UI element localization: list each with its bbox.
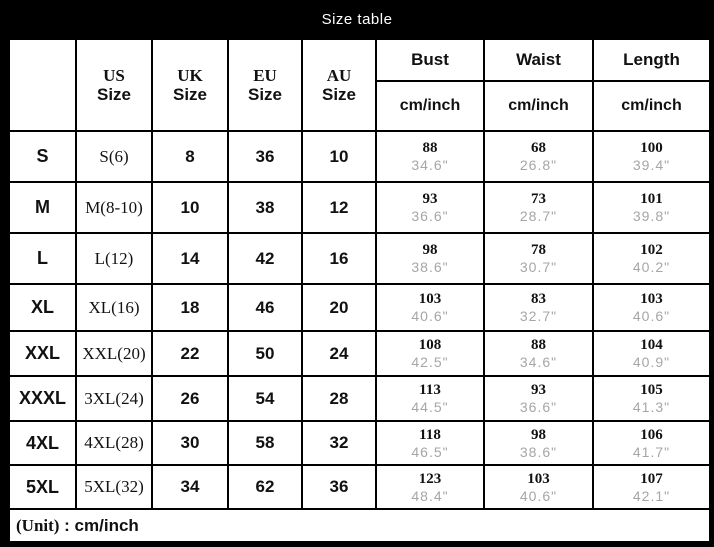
unit-note-value: : cm/inch xyxy=(59,515,139,535)
uk-size-header xyxy=(152,39,228,131)
au-size-header xyxy=(302,39,376,131)
eu-size-cell: 42 xyxy=(228,233,302,284)
waist-cm-value: 98 xyxy=(531,426,546,443)
bust-cm-value: 93 xyxy=(422,191,438,207)
bust-inch-value: 48.4" xyxy=(411,487,449,504)
length-cell xyxy=(593,421,710,465)
bust-inch-value: 42.5" xyxy=(411,354,449,370)
uk-region-label: UK xyxy=(177,65,203,85)
waist-cell xyxy=(484,421,593,465)
waist-cm-value: 73 xyxy=(531,191,546,207)
length-cell xyxy=(593,331,710,376)
length-inch-value: 40.2" xyxy=(632,259,671,275)
size-label-cell: XXXL xyxy=(9,376,76,421)
eu-size-cell: 54 xyxy=(228,376,302,421)
length-cm-value: 103 xyxy=(640,291,663,307)
eu-size-cell: 38 xyxy=(228,182,302,233)
au-size-word: Size xyxy=(321,84,357,104)
length-cm-value: 106 xyxy=(640,426,663,443)
length-cm-value: 102 xyxy=(640,242,663,258)
eu-size-cell: 58 xyxy=(228,421,302,465)
waist-inch-value: 26.8" xyxy=(519,157,558,173)
uk-size-cell: 18 xyxy=(152,284,228,331)
length-cm-value: 101 xyxy=(640,191,663,207)
length-cell xyxy=(593,465,710,509)
length-cm-value: 105 xyxy=(640,382,663,398)
uk-size-cell: 26 xyxy=(152,376,228,421)
au-size-cell: 20 xyxy=(302,284,376,331)
uk-size-word: Size xyxy=(172,84,208,104)
eu-size-cell: 46 xyxy=(228,284,302,331)
au-size-cell: 16 xyxy=(302,233,376,284)
waist-inch-value: 28.7" xyxy=(519,208,558,224)
waist-cell xyxy=(484,182,593,233)
us-size-cell: XL(16) xyxy=(76,284,152,331)
us-size-word: Size xyxy=(96,84,132,104)
eu-region-label: EU xyxy=(253,65,277,85)
waist-cell xyxy=(484,331,593,376)
eu-size-cell: 50 xyxy=(228,331,302,376)
size-label-cell: L xyxy=(9,233,76,284)
waist-unit-header: cm/inch xyxy=(484,81,593,131)
unit-note xyxy=(9,509,710,542)
uk-size-cell: 8 xyxy=(152,131,228,182)
bust-cell xyxy=(376,331,484,376)
length-cell xyxy=(593,284,710,331)
waist-cm-value: 93 xyxy=(531,382,546,398)
bust-cell xyxy=(376,376,484,421)
size-label-cell: 4XL xyxy=(9,421,76,465)
us-size-cell: M(8-10) xyxy=(76,182,152,233)
au-size-cell: 28 xyxy=(302,376,376,421)
waist-inch-value: 38.6" xyxy=(519,443,558,460)
waist-cm-value: 88 xyxy=(531,337,546,353)
waist-cell xyxy=(484,284,593,331)
page-title: Size table xyxy=(321,10,393,28)
waist-inch-value: 32.7" xyxy=(519,308,558,324)
bust-unit-header: cm/inch xyxy=(376,81,484,131)
length-cell xyxy=(593,131,710,182)
length-header: Length xyxy=(593,39,710,81)
length-inch-value: 40.9" xyxy=(632,354,671,370)
bust-cell xyxy=(376,421,484,465)
waist-cell xyxy=(484,465,593,509)
length-inch-value: 41.7" xyxy=(632,443,671,460)
bust-cm-value: 103 xyxy=(418,291,442,307)
size-label-cell: 5XL xyxy=(9,465,76,509)
bust-cell xyxy=(376,233,484,284)
size-label-cell: XXL xyxy=(9,331,76,376)
length-inch-value: 39.4" xyxy=(632,157,671,173)
length-cell xyxy=(593,376,710,421)
bust-cell xyxy=(376,131,484,182)
us-size-cell: 4XL(28) xyxy=(76,421,152,465)
bust-cm-value: 88 xyxy=(422,140,438,156)
waist-inch-value: 34.6" xyxy=(519,354,558,370)
au-size-cell: 10 xyxy=(302,131,376,182)
table-row xyxy=(9,182,710,233)
table-body xyxy=(9,131,710,509)
waist-cell xyxy=(484,131,593,182)
waist-cm-value: 68 xyxy=(531,140,546,156)
bust-inch-value: 34.6" xyxy=(411,157,449,173)
corner-cell xyxy=(9,39,76,131)
length-cell xyxy=(593,182,710,233)
size-table xyxy=(8,38,711,543)
bust-cm-value: 98 xyxy=(422,242,438,258)
bust-inch-value: 44.5" xyxy=(411,399,449,415)
waist-cm-value: 83 xyxy=(531,291,546,307)
waist-inch-value: 36.6" xyxy=(519,399,558,415)
waist-cell xyxy=(484,376,593,421)
us-size-header xyxy=(76,39,152,131)
bust-inch-value: 40.6" xyxy=(411,308,449,324)
length-inch-value: 42.1" xyxy=(632,487,671,504)
us-size-cell: XXL(20) xyxy=(76,331,152,376)
bust-inch-value: 36.6" xyxy=(411,208,449,224)
unit-note-prefix: (Unit) xyxy=(16,515,60,535)
au-size-cell: 12 xyxy=(302,182,376,233)
uk-size-cell: 14 xyxy=(152,233,228,284)
table-row xyxy=(9,233,710,284)
table-row xyxy=(9,284,710,331)
uk-size-cell: 22 xyxy=(152,331,228,376)
bust-inch-value: 38.6" xyxy=(411,259,449,275)
us-size-cell: S(6) xyxy=(76,131,152,182)
length-cm-value: 104 xyxy=(640,337,663,353)
bust-cm-value: 123 xyxy=(418,470,442,487)
bust-cm-value: 118 xyxy=(419,426,441,443)
us-size-cell: L(12) xyxy=(76,233,152,284)
bust-header: Bust xyxy=(376,39,484,81)
bust-cm-value: 108 xyxy=(418,337,442,353)
us-region-label: US xyxy=(103,65,125,85)
us-size-cell: 5XL(32) xyxy=(76,465,152,509)
bust-inch-value: 46.5" xyxy=(411,443,449,460)
waist-header: Waist xyxy=(484,39,593,81)
size-label-cell: XL xyxy=(9,284,76,331)
length-inch-value: 41.3" xyxy=(632,399,671,415)
length-inch-value: 39.8" xyxy=(632,208,671,224)
length-cell xyxy=(593,233,710,284)
table-row xyxy=(9,331,710,376)
length-cm-value: 107 xyxy=(640,470,663,487)
eu-size-header xyxy=(228,39,302,131)
length-inch-value: 40.6" xyxy=(632,308,671,324)
length-cm-value: 100 xyxy=(640,140,663,156)
bust-cm-value: 113 xyxy=(419,382,441,398)
uk-size-cell: 10 xyxy=(152,182,228,233)
eu-size-word: Size xyxy=(247,84,283,104)
table-row xyxy=(9,131,710,182)
bust-cell xyxy=(376,182,484,233)
waist-inch-value: 40.6" xyxy=(519,487,558,504)
table-footer xyxy=(9,509,710,542)
title-bar xyxy=(0,0,714,38)
waist-cell xyxy=(484,233,593,284)
table-row xyxy=(9,421,710,465)
us-size-cell: 3XL(24) xyxy=(76,376,152,421)
waist-cm-value: 78 xyxy=(531,242,546,258)
bust-cell xyxy=(376,465,484,509)
uk-size-cell: 34 xyxy=(152,465,228,509)
length-unit-header: cm/inch xyxy=(593,81,710,131)
au-region-label: AU xyxy=(326,65,352,85)
bust-cell xyxy=(376,284,484,331)
eu-size-cell: 62 xyxy=(228,465,302,509)
waist-inch-value: 30.7" xyxy=(519,259,558,275)
au-size-cell: 24 xyxy=(302,331,376,376)
table-row xyxy=(9,465,710,509)
size-label-cell: M xyxy=(9,182,76,233)
size-label-cell: S xyxy=(9,131,76,182)
au-size-cell: 36 xyxy=(302,465,376,509)
au-size-cell: 32 xyxy=(302,421,376,465)
table-row xyxy=(9,376,710,421)
table-header xyxy=(9,39,710,131)
eu-size-cell: 36 xyxy=(228,131,302,182)
uk-size-cell: 30 xyxy=(152,421,228,465)
waist-cm-value: 103 xyxy=(527,470,550,487)
